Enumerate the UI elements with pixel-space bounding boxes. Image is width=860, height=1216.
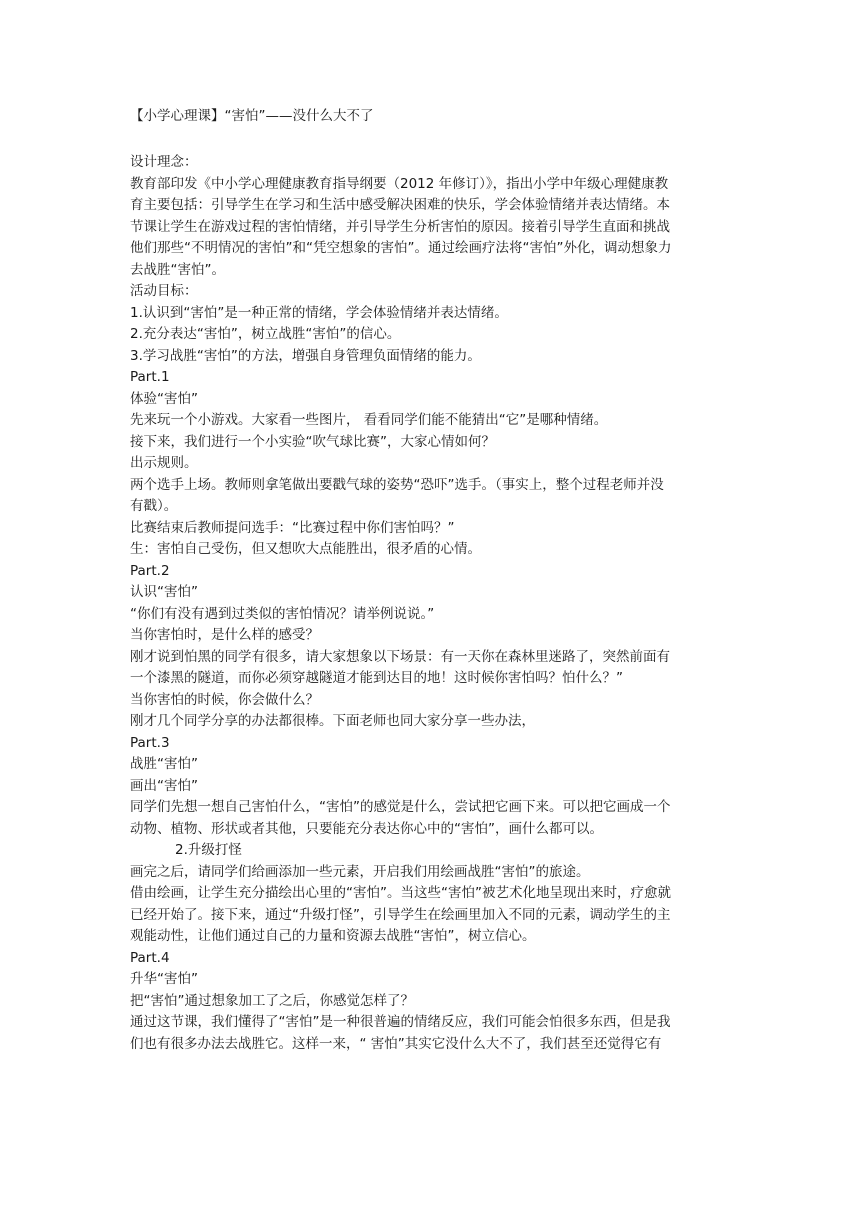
body-line: 育主要包括：引导学生在学习和生活中感受解决困难的快乐，学会体验情绪并表达情绪。本: [130, 197, 670, 213]
part-subheading: 认识“害怕”: [130, 584, 198, 600]
body-line: 动物、植物、形状或者其他，只要能充分表达你心中的“害怕”，画什么都可以。: [130, 820, 603, 837]
body-line: 1.认识到“害怕”是一种正常的情绪，学会体验情绪并表达情绪。: [130, 304, 508, 321]
body-line: 生：害怕自己受伤，但又想吹大点能胜出，很矛盾的心情。: [130, 541, 481, 557]
body-line: 接下来，我们进行一个小实验“吹气球比赛”，大家心情如何？: [130, 433, 495, 450]
body-line: 同学们先想一想自己害怕什么，“害怕”的感觉是什么，尝试把它画下来。可以把它画成一个: [130, 799, 671, 815]
part-heading: Part.1: [130, 369, 170, 385]
part-subheading: 2.升级打怪: [175, 842, 242, 858]
part-heading: Part.2: [130, 562, 170, 579]
part-subheading: 体验“害怕”: [130, 390, 198, 407]
body-line: 3.学习战胜“害怕”的方法，增强自身管理负面情绪的能力。: [130, 347, 481, 364]
body-line: 一个漆黑的隧道，而你必须穿越隧道才能到达目的地！这时候你害怕吗？怕什么？”: [130, 670, 623, 686]
body-line: 先来玩一个小游戏。大家看一些图片， 看看同学们能不能猜出“它”是哪种情绪。: [130, 412, 608, 428]
body-line: 出示规则。: [130, 455, 198, 471]
part-subheading: 战胜“害怕”: [130, 756, 198, 772]
body-line: 节课让学生在游戏过程的害怕情绪，并引导学生分析害怕的原因。接着引导学生直面和挑战: [130, 218, 670, 235]
paragraph-spacer: [130, 128, 730, 152]
body-line: 通过这节课，我们懂得了“害怕”是一种很普遍的情绪反应，我们可能会怕很多东西，但是我: [130, 1014, 671, 1030]
section-heading: 设计理念：: [130, 154, 198, 170]
part-subheading: 升华“害怕”: [130, 971, 198, 987]
body-line: “你们有没有遇到过类似的害怕情况？请举例说说。”: [130, 605, 435, 622]
body-line: 当你害怕的时候，你会做什么？: [130, 691, 319, 708]
body-line: 们也有很多办法去战胜它。这样一来，“ 害怕”其实它没什么大不了，我们甚至还觉得它有: [130, 1035, 662, 1052]
body-line: 有戳）。: [130, 498, 178, 514]
body-line: 去战胜“害怕”。: [130, 261, 225, 278]
document-body: [130, 152, 730, 1055]
part-heading: Part.4: [130, 949, 170, 966]
body-line: 当你害怕时，是什么样的感受？: [130, 627, 319, 643]
body-line: 教育部印发《中小学心理健康教育指导纲要（2012 年修订）》，指出小学中年级心理健康教: [130, 175, 669, 192]
section-heading: 活动目标：: [130, 283, 198, 299]
body-line: 借由绘画，让学生充分描绘出心里的“害怕”。当这些“害怕”被艺术化地呈现出来时，疗愈就: [130, 885, 671, 901]
body-line: 两个选手上场。教师则拿笔做出要戳气球的姿势“恐吓”选手。（事实上，整个过程老师并没: [130, 476, 664, 493]
body-line: 刚才说到怕黑的同学有很多，请大家想象以下场景：有一天你在森林里迷路了，突然前面有: [130, 648, 670, 665]
body-line: 已经开始了。接下来，通过“升级打怪”，引导学生在绘画里加入不同的元素，调动学生的主: [130, 906, 671, 923]
part-subheading: 画出“害怕”: [130, 777, 198, 794]
body-line: 刚才几个同学分享的办法都很棒。下面老师也同大家分享一些办法，: [130, 713, 535, 729]
body-line: 他们那些“不明情况的害怕”和“凭空想象的害怕”。通过绘画疗法将“害怕”外化，调动想象力: [130, 240, 672, 256]
document-title: 【小学心理课】“害怕”——没什么大不了: [130, 108, 374, 124]
body-line: 比赛结束后教师提问选手：“比赛过程中你们害怕吗？”: [130, 519, 455, 536]
body-line: 画完之后，请同学们给画添加一些元素，开启我们用绘画战胜“害怕”的旅途。: [130, 863, 590, 880]
body-line: 2.充分表达“害怕”，树立战胜“害怕”的信心。: [130, 326, 401, 342]
part-heading: Part.3: [130, 734, 170, 751]
body-line: 把“害怕”通过想象加工了之后，你感觉怎样了？: [130, 992, 414, 1009]
document-page: [130, 104, 730, 1055]
body-line: 观能动性，让他们通过自己的力量和资源去战胜“害怕”，树立信心。: [130, 928, 536, 944]
